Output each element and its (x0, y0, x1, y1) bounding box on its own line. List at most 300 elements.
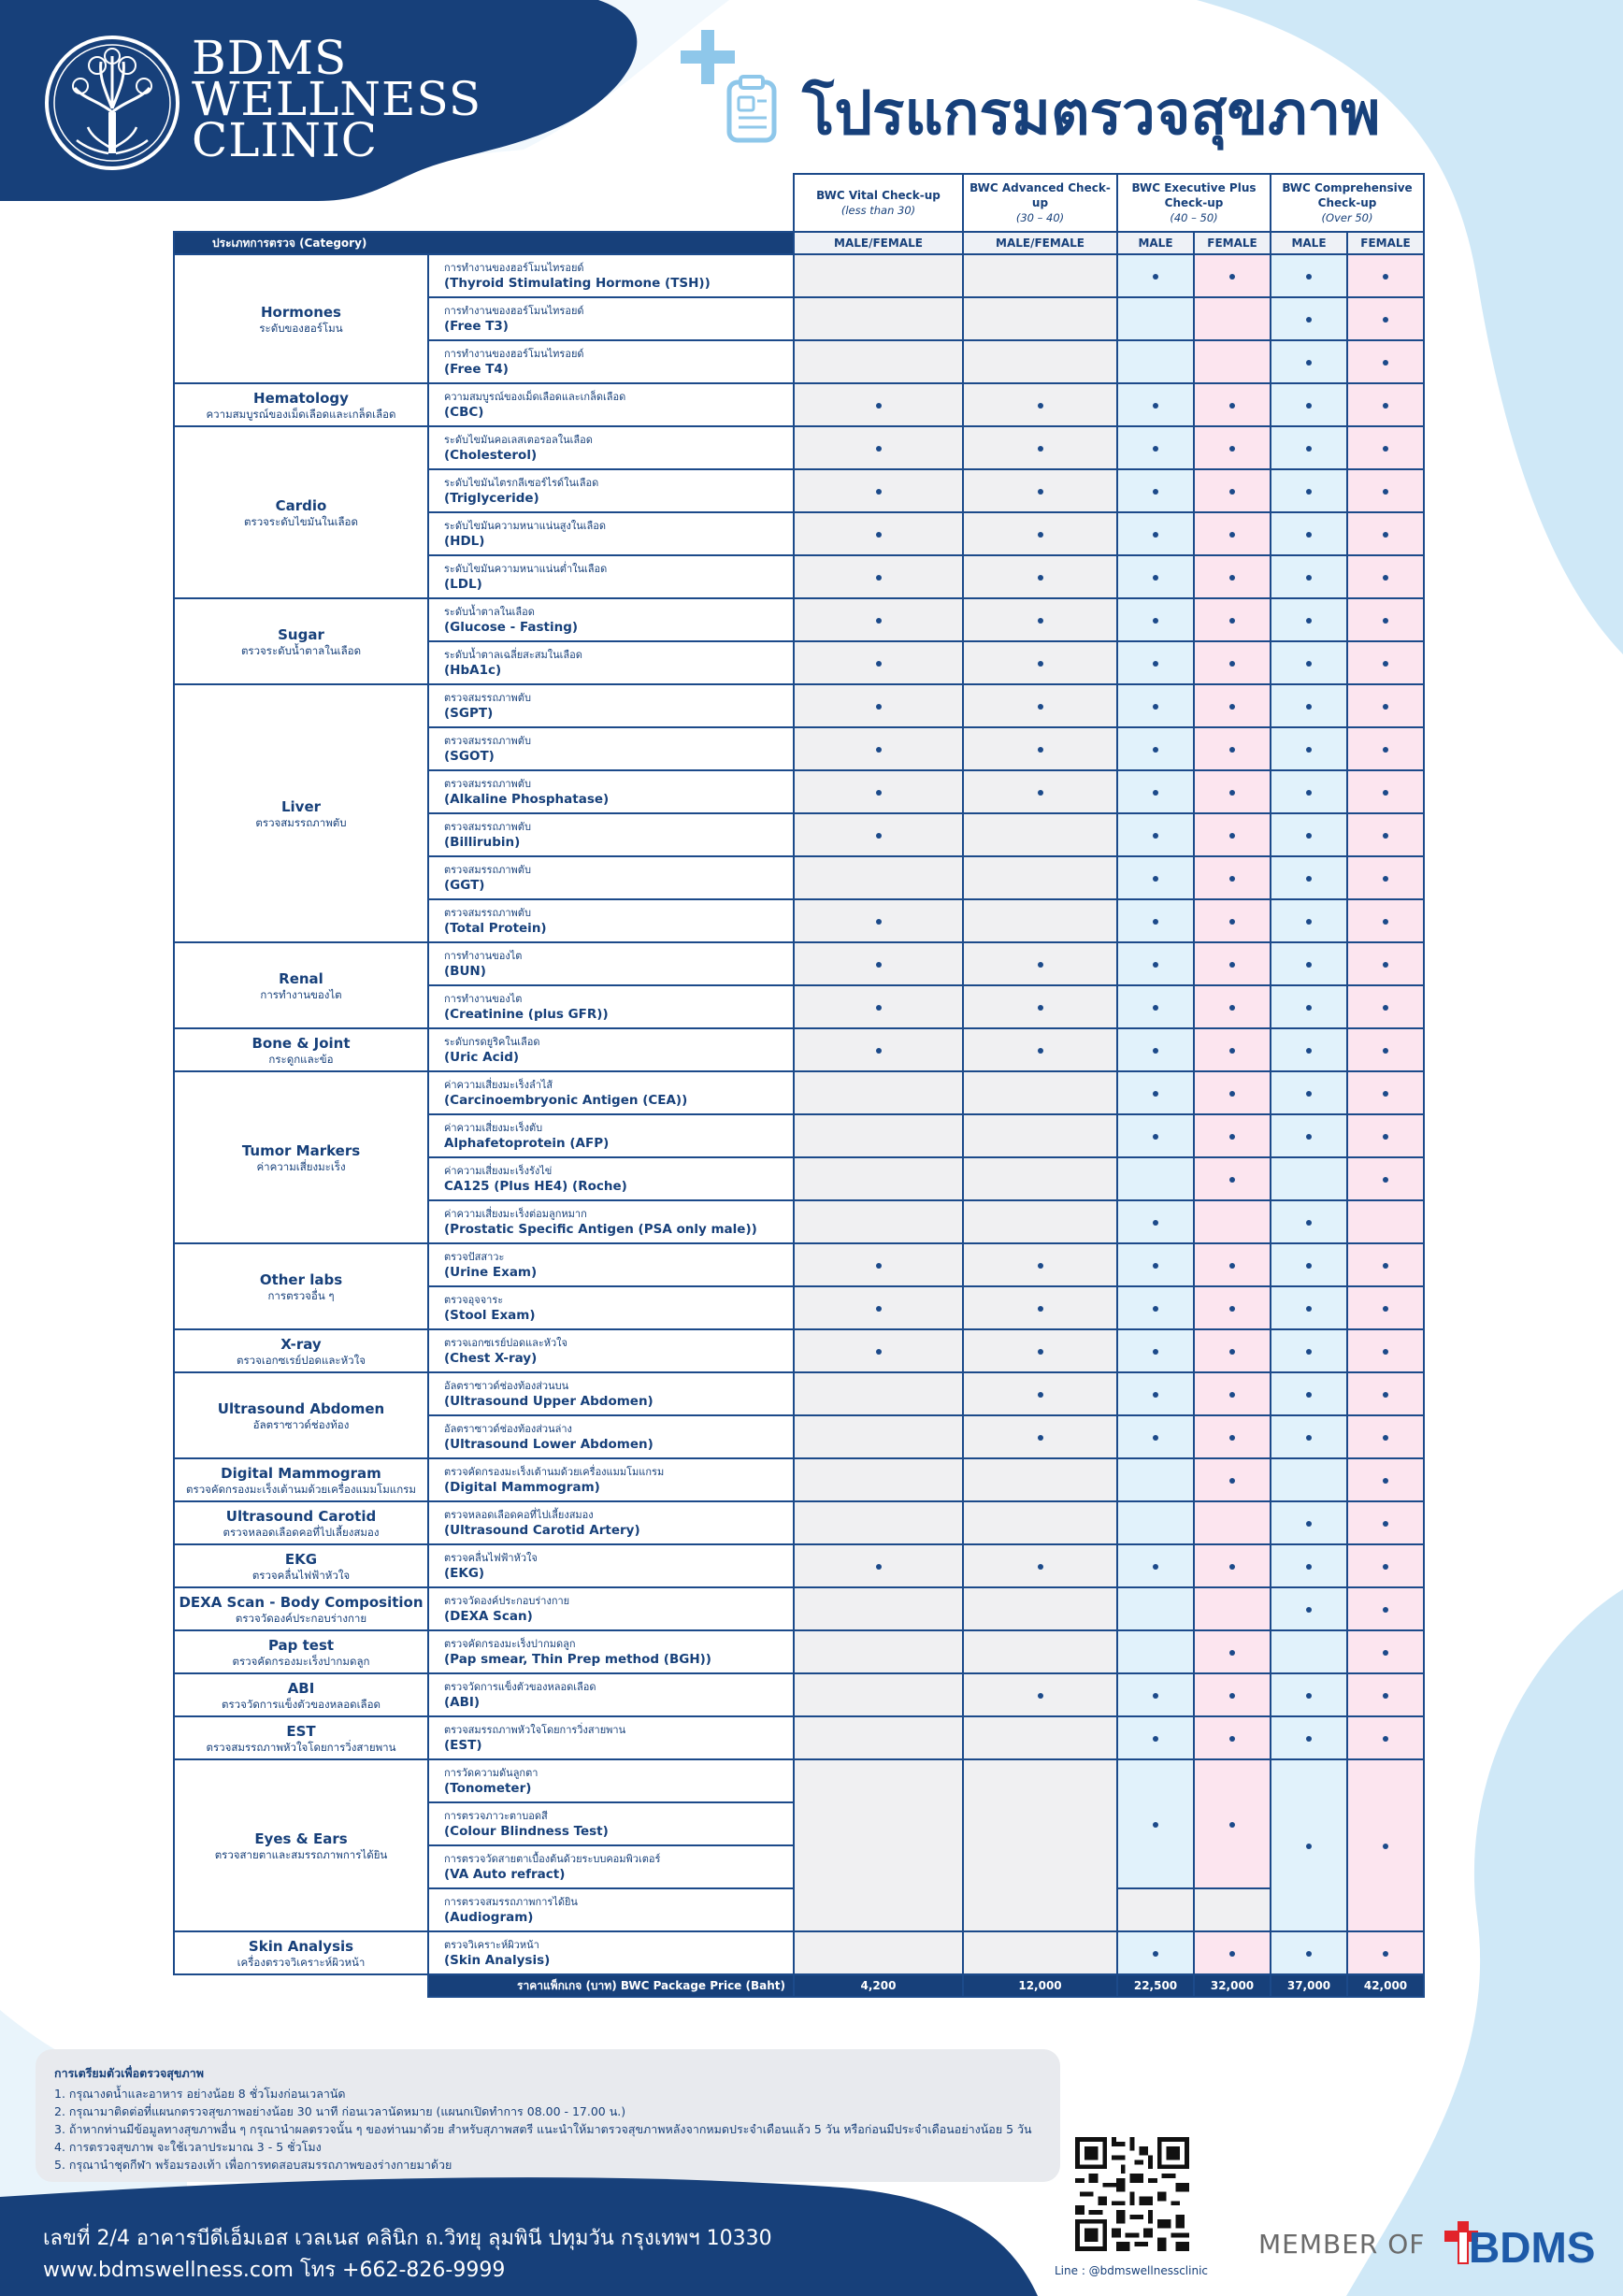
included-dot (1383, 1134, 1388, 1140)
sex-label: MALE (1117, 232, 1194, 254)
test-item-cell (428, 856, 794, 899)
included-dot (1383, 1263, 1388, 1269)
included-dot (1038, 1263, 1043, 1269)
included-dot (1306, 1435, 1312, 1441)
test-item-thai: การตรวจวัดสายตาเบื้องต้นด้วยระบบคอมพิวเตอร์ (444, 1853, 661, 1865)
price-row-blank (174, 1974, 428, 1997)
package-cell (1194, 1544, 1271, 1587)
price-executive-female: 32,000 (1194, 1974, 1271, 1997)
included-dot (1383, 1478, 1388, 1484)
logo-text-line-3: CLINIC (192, 113, 378, 167)
included-dot (1306, 876, 1312, 882)
category-cell (174, 1028, 428, 1071)
package-cell (1194, 1587, 1271, 1630)
preparation-item: 3. ถ้าหากท่านมีข้อมูลทางสุขภาพอื่น ๆ กรุณานำผลตรวจนั้น ๆ ของท่านมาด้วย สำหรับสุภาพสตรี แนะนำให้มาตรวจสุขภาพหลังจากหมดประจำเดือนแล้ว 5 วัน หรือก่อนมีประจำเดือนอย่างน้อย 5 วัน (54, 2122, 1032, 2136)
category-name: Bone & Joint (251, 1035, 351, 1052)
package-cell (1271, 1286, 1347, 1329)
category-cell (174, 1372, 428, 1458)
included-dot (1153, 618, 1158, 624)
category-thai-name: ตรวจวัดองค์ประกอบร่างกาย (235, 1612, 367, 1625)
package-cell (1194, 1458, 1271, 1501)
package-cell (794, 512, 963, 555)
package-cell (1347, 1243, 1424, 1286)
included-dot (876, 919, 882, 925)
test-item-thai: ตรวจสมรรถภาพตับ (444, 692, 531, 704)
included-dot (1306, 360, 1312, 366)
package-cell (1347, 1114, 1424, 1157)
package-cell (1117, 383, 1194, 426)
package-cell (1347, 1157, 1424, 1200)
package-cell (794, 1200, 963, 1243)
package-cell (963, 1071, 1117, 1114)
included-dot (1153, 1306, 1158, 1312)
included-dot (1306, 1564, 1312, 1570)
included-dot (1383, 1048, 1388, 1054)
package-cell (963, 770, 1117, 813)
test-item-thai: ระดับไขมันความหนาแน่นสูงในเลือด (444, 520, 607, 532)
package-cell (1271, 1716, 1347, 1759)
package-cell (1117, 598, 1194, 641)
table-row (174, 1673, 1424, 1716)
bdms-brand-logo (1435, 2217, 1603, 2270)
package-cell (1117, 1673, 1194, 1716)
package-cell (794, 770, 963, 813)
package-cell (794, 899, 963, 942)
included-dot (1229, 1478, 1235, 1484)
category-name: Renal (279, 970, 323, 987)
test-item-cell (428, 1286, 794, 1329)
package-cell (1117, 985, 1194, 1028)
test-item-name: (Cholesterol) (444, 448, 538, 463)
included-dot (1229, 661, 1235, 667)
package-cell (1194, 942, 1271, 985)
package-cell (1117, 899, 1194, 942)
table-row (174, 1716, 1424, 1759)
included-dot (1383, 1005, 1388, 1011)
package-cell (963, 727, 1117, 770)
included-dot (1229, 962, 1235, 968)
test-item-cell (428, 1028, 794, 1071)
sex-label: MALE/FEMALE (963, 232, 1117, 254)
package-cell (963, 1673, 1117, 1716)
tree-logo-icon (43, 34, 181, 172)
package-cell (963, 1114, 1117, 1157)
test-item-thai: ระดับกรดยูริคในเลือด (444, 1036, 540, 1048)
package-cell (1347, 985, 1424, 1028)
included-dot (1038, 704, 1043, 710)
package-cell (1347, 1071, 1424, 1114)
category-cell (174, 942, 428, 1028)
table-row (174, 426, 1424, 469)
category-thai-name: ตรวจเอกซเรย์ปอดและหัวใจ (237, 1354, 366, 1367)
logo-text-line-2: WELLNESS (192, 72, 482, 126)
package-cell (794, 297, 963, 340)
included-dot (1229, 1736, 1235, 1742)
category-thai-name: ระดับของฮอร์โมน (259, 322, 343, 335)
category-cell (174, 426, 428, 598)
included-dot (1306, 1607, 1312, 1613)
package-cell (1194, 1372, 1271, 1415)
test-item-thai: ค่าความเสี่ยงมะเร็งลำไส้ (444, 1079, 553, 1091)
included-dot (1383, 1844, 1388, 1849)
package-cell (794, 1157, 963, 1200)
package-cell (963, 1372, 1117, 1415)
package-cell (794, 1028, 963, 1071)
test-item-name: (Billirubin) (444, 835, 521, 850)
category-thai-name: ตรวจสมรรถภาพหัวใจโดยการวิ่งสายพาน (206, 1741, 396, 1754)
category-thai-name: การทำงานของไต (260, 988, 342, 1001)
package-cell (1117, 942, 1194, 985)
included-dot (1383, 446, 1388, 452)
test-item-cell (428, 770, 794, 813)
test-item-cell (428, 469, 794, 512)
included-dot (1306, 1005, 1312, 1011)
category-cell (174, 254, 428, 383)
included-dot (1383, 790, 1388, 796)
included-dot (1383, 403, 1388, 409)
package-cell (1194, 1630, 1271, 1673)
package-cell (1347, 1931, 1424, 1974)
included-dot (1229, 532, 1235, 538)
included-dot (876, 1263, 882, 1269)
package-cell (1117, 641, 1194, 684)
test-item-thai: ตรวจสมรรถภาพหัวใจโดยการวิ่งสายพาน (444, 1724, 626, 1736)
package-cell (1347, 770, 1424, 813)
included-dot (1153, 962, 1158, 968)
package-cell (1194, 1286, 1271, 1329)
package-cell (1117, 340, 1194, 383)
package-cell (963, 1157, 1117, 1200)
test-item-name: (DEXA Scan) (444, 1609, 533, 1624)
test-item-cell (428, 1802, 794, 1845)
test-item-name: (EST) (444, 1738, 482, 1753)
included-dot (1153, 1048, 1158, 1054)
included-dot (1229, 618, 1235, 624)
package-cell (1271, 340, 1347, 383)
package-cell (1347, 684, 1424, 727)
test-item-cell (428, 1845, 794, 1888)
category-thai-name: ตรวจสายตาและสมรรถภาพการได้ยิน (214, 1848, 388, 1861)
included-dot (1153, 876, 1158, 882)
package-cell (1347, 1372, 1424, 1415)
package-cell (794, 1759, 963, 1931)
included-dot (1153, 704, 1158, 710)
package-header-advanced: BWC Advanced Check-up (30 – 40) (963, 174, 1117, 232)
test-item-cell (428, 1587, 794, 1630)
included-dot (1153, 1564, 1158, 1570)
package-cell (963, 1200, 1117, 1243)
package-cell (794, 1587, 963, 1630)
included-dot (1306, 1521, 1312, 1527)
package-cell (963, 512, 1117, 555)
test-item-name: (Urine Exam) (444, 1265, 538, 1280)
package-cell (1347, 512, 1424, 555)
package-cell (1271, 1630, 1347, 1673)
included-dot (1306, 575, 1312, 581)
included-dot (1229, 1091, 1235, 1097)
included-dot (1306, 747, 1312, 753)
category-cell (174, 1716, 428, 1759)
included-dot (1383, 833, 1388, 839)
table-row (174, 1544, 1424, 1587)
included-dot (1153, 532, 1158, 538)
included-dot (1153, 1392, 1158, 1398)
included-dot (1383, 1736, 1388, 1742)
test-item-name: (LDL) (444, 577, 482, 592)
test-item-cell (428, 1415, 794, 1458)
included-dot (1383, 919, 1388, 925)
category-name: Digital Mammogram (221, 1465, 381, 1482)
included-dot (1383, 661, 1388, 667)
included-dot (1306, 1951, 1312, 1957)
included-dot (1153, 1951, 1158, 1957)
test-item-name: (EKG) (444, 1566, 485, 1581)
package-cell (794, 254, 963, 297)
included-dot (876, 618, 882, 624)
test-item-thai: การทำงานของฮอร์โมนไทรอยด์ (444, 348, 584, 360)
package-cell (1271, 813, 1347, 856)
included-dot (1038, 1564, 1043, 1570)
package-cell (963, 985, 1117, 1028)
test-item-thai: ระดับไขมันความหนาแน่นต่ำในเลือด (444, 563, 608, 575)
package-cell (1271, 1243, 1347, 1286)
package-cell (963, 1415, 1117, 1458)
included-dot (1038, 1392, 1043, 1398)
package-cell (963, 340, 1117, 383)
test-item-thai: ค่าความเสี่ยงมะเร็งรังไข่ (444, 1165, 553, 1177)
category-thai-name: กระดูกและข้อ (268, 1053, 334, 1066)
logo-text-line-1: BDMS (192, 31, 348, 85)
included-dot (1383, 618, 1388, 624)
package-cell (1271, 254, 1347, 297)
test-item-name: (Creatinine (plus GFR)) (444, 1007, 609, 1022)
test-item-cell (428, 1888, 794, 1931)
included-dot (1038, 575, 1043, 581)
category-name: DEXA Scan - Body Composition (179, 1594, 424, 1611)
test-item-name: (Stool Exam) (444, 1308, 536, 1323)
package-cell (1194, 727, 1271, 770)
test-item-cell (428, 254, 794, 297)
package-cell (1271, 1544, 1347, 1587)
package-cell (1194, 383, 1271, 426)
qr-code-icon (1075, 2137, 1189, 2251)
included-dot (1383, 1306, 1388, 1312)
member-of-label: MEMBER OF (1258, 2229, 1426, 2260)
package-cell (794, 598, 963, 641)
package-cell (1271, 469, 1347, 512)
package-cell (963, 1544, 1117, 1587)
package-cell (794, 1286, 963, 1329)
package-cell (1347, 1286, 1424, 1329)
included-dot (1229, 1564, 1235, 1570)
table-row (174, 1458, 1424, 1501)
included-dot (1038, 747, 1043, 753)
included-dot (1153, 274, 1158, 280)
included-dot (876, 1349, 882, 1355)
table-row (174, 684, 1424, 727)
category-name: Tumor Markers (241, 1142, 361, 1159)
sex-label: FEMALE (1347, 232, 1424, 254)
package-cell (1194, 899, 1271, 942)
included-dot (1383, 1091, 1388, 1097)
included-dot (1306, 962, 1312, 968)
test-item-cell (428, 1243, 794, 1286)
included-dot (1153, 1349, 1158, 1355)
package-cell (1271, 1071, 1347, 1114)
table-row (174, 598, 1424, 641)
included-dot (1306, 833, 1312, 839)
included-dot (1306, 317, 1312, 323)
included-dot (1383, 1607, 1388, 1613)
package-cell (963, 1931, 1117, 1974)
included-dot (1383, 1650, 1388, 1656)
test-item-thai: อัลตราซาวด์ช่องท้องส่วนล่าง (444, 1423, 572, 1435)
table-row (174, 1071, 1424, 1114)
test-item-thai: ระดับไขมันไตรกลีเซอร์ไรด์ในเลือด (444, 477, 599, 489)
category-name: Pap test (267, 1637, 335, 1654)
included-dot (1229, 704, 1235, 710)
package-cell (963, 1329, 1117, 1372)
category-thai-name: ตรวจระดับไขมันในเลือด (244, 515, 358, 528)
included-dot (1038, 1048, 1043, 1054)
category-thai-name: ความสมบูรณ์ของเม็ดเลือดและเกล็ดเลือด (206, 408, 396, 421)
package-cell (1117, 469, 1194, 512)
test-item-name: (HDL) (444, 534, 485, 549)
package-cell (1347, 254, 1424, 297)
package-cell (794, 426, 963, 469)
package-cell (1347, 1200, 1424, 1243)
package-cell (1194, 1673, 1271, 1716)
included-dot (1038, 403, 1043, 409)
package-cell (1271, 641, 1347, 684)
included-dot (1383, 1951, 1388, 1957)
preparation-item: 2. กรุณามาติดต่อที่แผนกตรวจสุขภาพอย่างน้อย 30 นาที ก่อนเวลานัดหมาย (แผนกเปิดทำการ 08.00 - 17.00 น.) (54, 2104, 626, 2118)
test-item-cell (428, 942, 794, 985)
package-cell (794, 813, 963, 856)
included-dot (1038, 489, 1043, 495)
category-cell (174, 1931, 428, 1974)
test-item-name: (GGT) (444, 878, 485, 893)
test-item-cell (428, 985, 794, 1028)
package-cell (1117, 512, 1194, 555)
package-cell (963, 684, 1117, 727)
included-dot (1153, 919, 1158, 925)
included-dot (1383, 489, 1388, 495)
category-cell (174, 1544, 428, 1587)
included-dot (1383, 575, 1388, 581)
test-item-cell (428, 383, 794, 426)
included-dot (1038, 962, 1043, 968)
included-dot (1383, 747, 1388, 753)
table-row (174, 1028, 1424, 1071)
included-dot (1229, 1134, 1235, 1140)
test-item-name: (Carcinoembryonic Antigen (CEA)) (444, 1093, 688, 1108)
category-cell (174, 598, 428, 684)
included-dot (1153, 1091, 1158, 1097)
test-item-name: (Chest X-ray) (444, 1351, 538, 1366)
included-dot (1383, 360, 1388, 366)
package-cell (1271, 426, 1347, 469)
package-cell (794, 340, 963, 383)
package-cell (1194, 1501, 1271, 1544)
included-dot (876, 962, 882, 968)
package-cell (1347, 1329, 1424, 1372)
package-cell (1117, 856, 1194, 899)
category-thai-name: อัลตราซาวด์ช่องท้อง (252, 1418, 350, 1431)
package-cell (794, 1415, 963, 1458)
category-name: Skin Analysis (248, 1938, 354, 1955)
package-cell (1347, 1587, 1424, 1630)
category-name: Ultrasound Abdomen (217, 1400, 385, 1417)
test-item-cell (428, 1544, 794, 1587)
test-item-thai: ตรวจปัสสาวะ (444, 1251, 505, 1263)
test-item-cell (428, 899, 794, 942)
package-cell (963, 1587, 1117, 1630)
included-dot (1306, 1134, 1312, 1140)
test-item-name: (Audiogram) (444, 1910, 534, 1925)
package-cell (963, 426, 1117, 469)
included-dot (876, 704, 882, 710)
package-cell (794, 1544, 963, 1587)
test-item-cell (428, 512, 794, 555)
included-dot (1153, 661, 1158, 667)
package-cell (1117, 1071, 1194, 1114)
test-item-name: (Triglyceride) (444, 491, 539, 506)
included-dot (1383, 1177, 1388, 1183)
category-cell (174, 383, 428, 426)
preparation-item: 4. การตรวจสุขภาพ จะใช้เวลาประมาณ 3 - 5 ชั่วโมง (54, 2140, 322, 2154)
package-cell (1194, 512, 1271, 555)
included-dot (1306, 1263, 1312, 1269)
table-row (174, 1372, 1424, 1415)
test-item-thai: ตรวจวิเคราะห์ผิวหน้า (444, 1939, 539, 1951)
table-row (174, 1931, 1424, 1974)
package-cell (1194, 426, 1271, 469)
test-item-cell (428, 555, 794, 598)
included-dot (1229, 876, 1235, 882)
test-item-thai: ตรวจคัดกรองมะเร็งเต้านมด้วยเครื่องแมมโมแกรม (444, 1466, 665, 1478)
package-cell (1194, 1931, 1271, 1974)
test-item-cell (428, 1759, 794, 1802)
package-cell (794, 1630, 963, 1673)
package-cell (1117, 684, 1194, 727)
package-cell (1194, 1114, 1271, 1157)
package-cell (794, 555, 963, 598)
package-cell (1117, 1372, 1194, 1415)
included-dot (1038, 1349, 1043, 1355)
package-cell (1271, 297, 1347, 340)
package-cell (1117, 1200, 1194, 1243)
included-dot (1306, 1091, 1312, 1097)
table-header-blank (174, 174, 794, 232)
package-cell (1117, 1630, 1194, 1673)
test-item-thai: ตรวจวัดองค์ประกอบร่างกาย (444, 1595, 570, 1607)
line-id: Line : @bdmswellnessclinic (1055, 2264, 1209, 2277)
package-cell (1194, 254, 1271, 297)
package-header-vital: BWC Vital Check-up (less than 30) (794, 174, 963, 232)
package-cell (1347, 1415, 1424, 1458)
package-cell (1347, 297, 1424, 340)
price-comprehensive-male: 37,000 (1271, 1974, 1347, 1997)
test-item-cell (428, 1630, 794, 1673)
package-cell (1194, 641, 1271, 684)
package-cell (794, 1114, 963, 1157)
test-item-thai: การตรวจสมรรถภาพการได้ยิน (444, 1896, 578, 1908)
test-item-name: (Total Protein) (444, 921, 547, 936)
package-cell (1117, 1028, 1194, 1071)
test-item-thai: ความสมบูรณ์ของเม็ดเลือดและเกล็ดเลือด (444, 391, 626, 403)
category-name: Hormones (261, 304, 341, 321)
